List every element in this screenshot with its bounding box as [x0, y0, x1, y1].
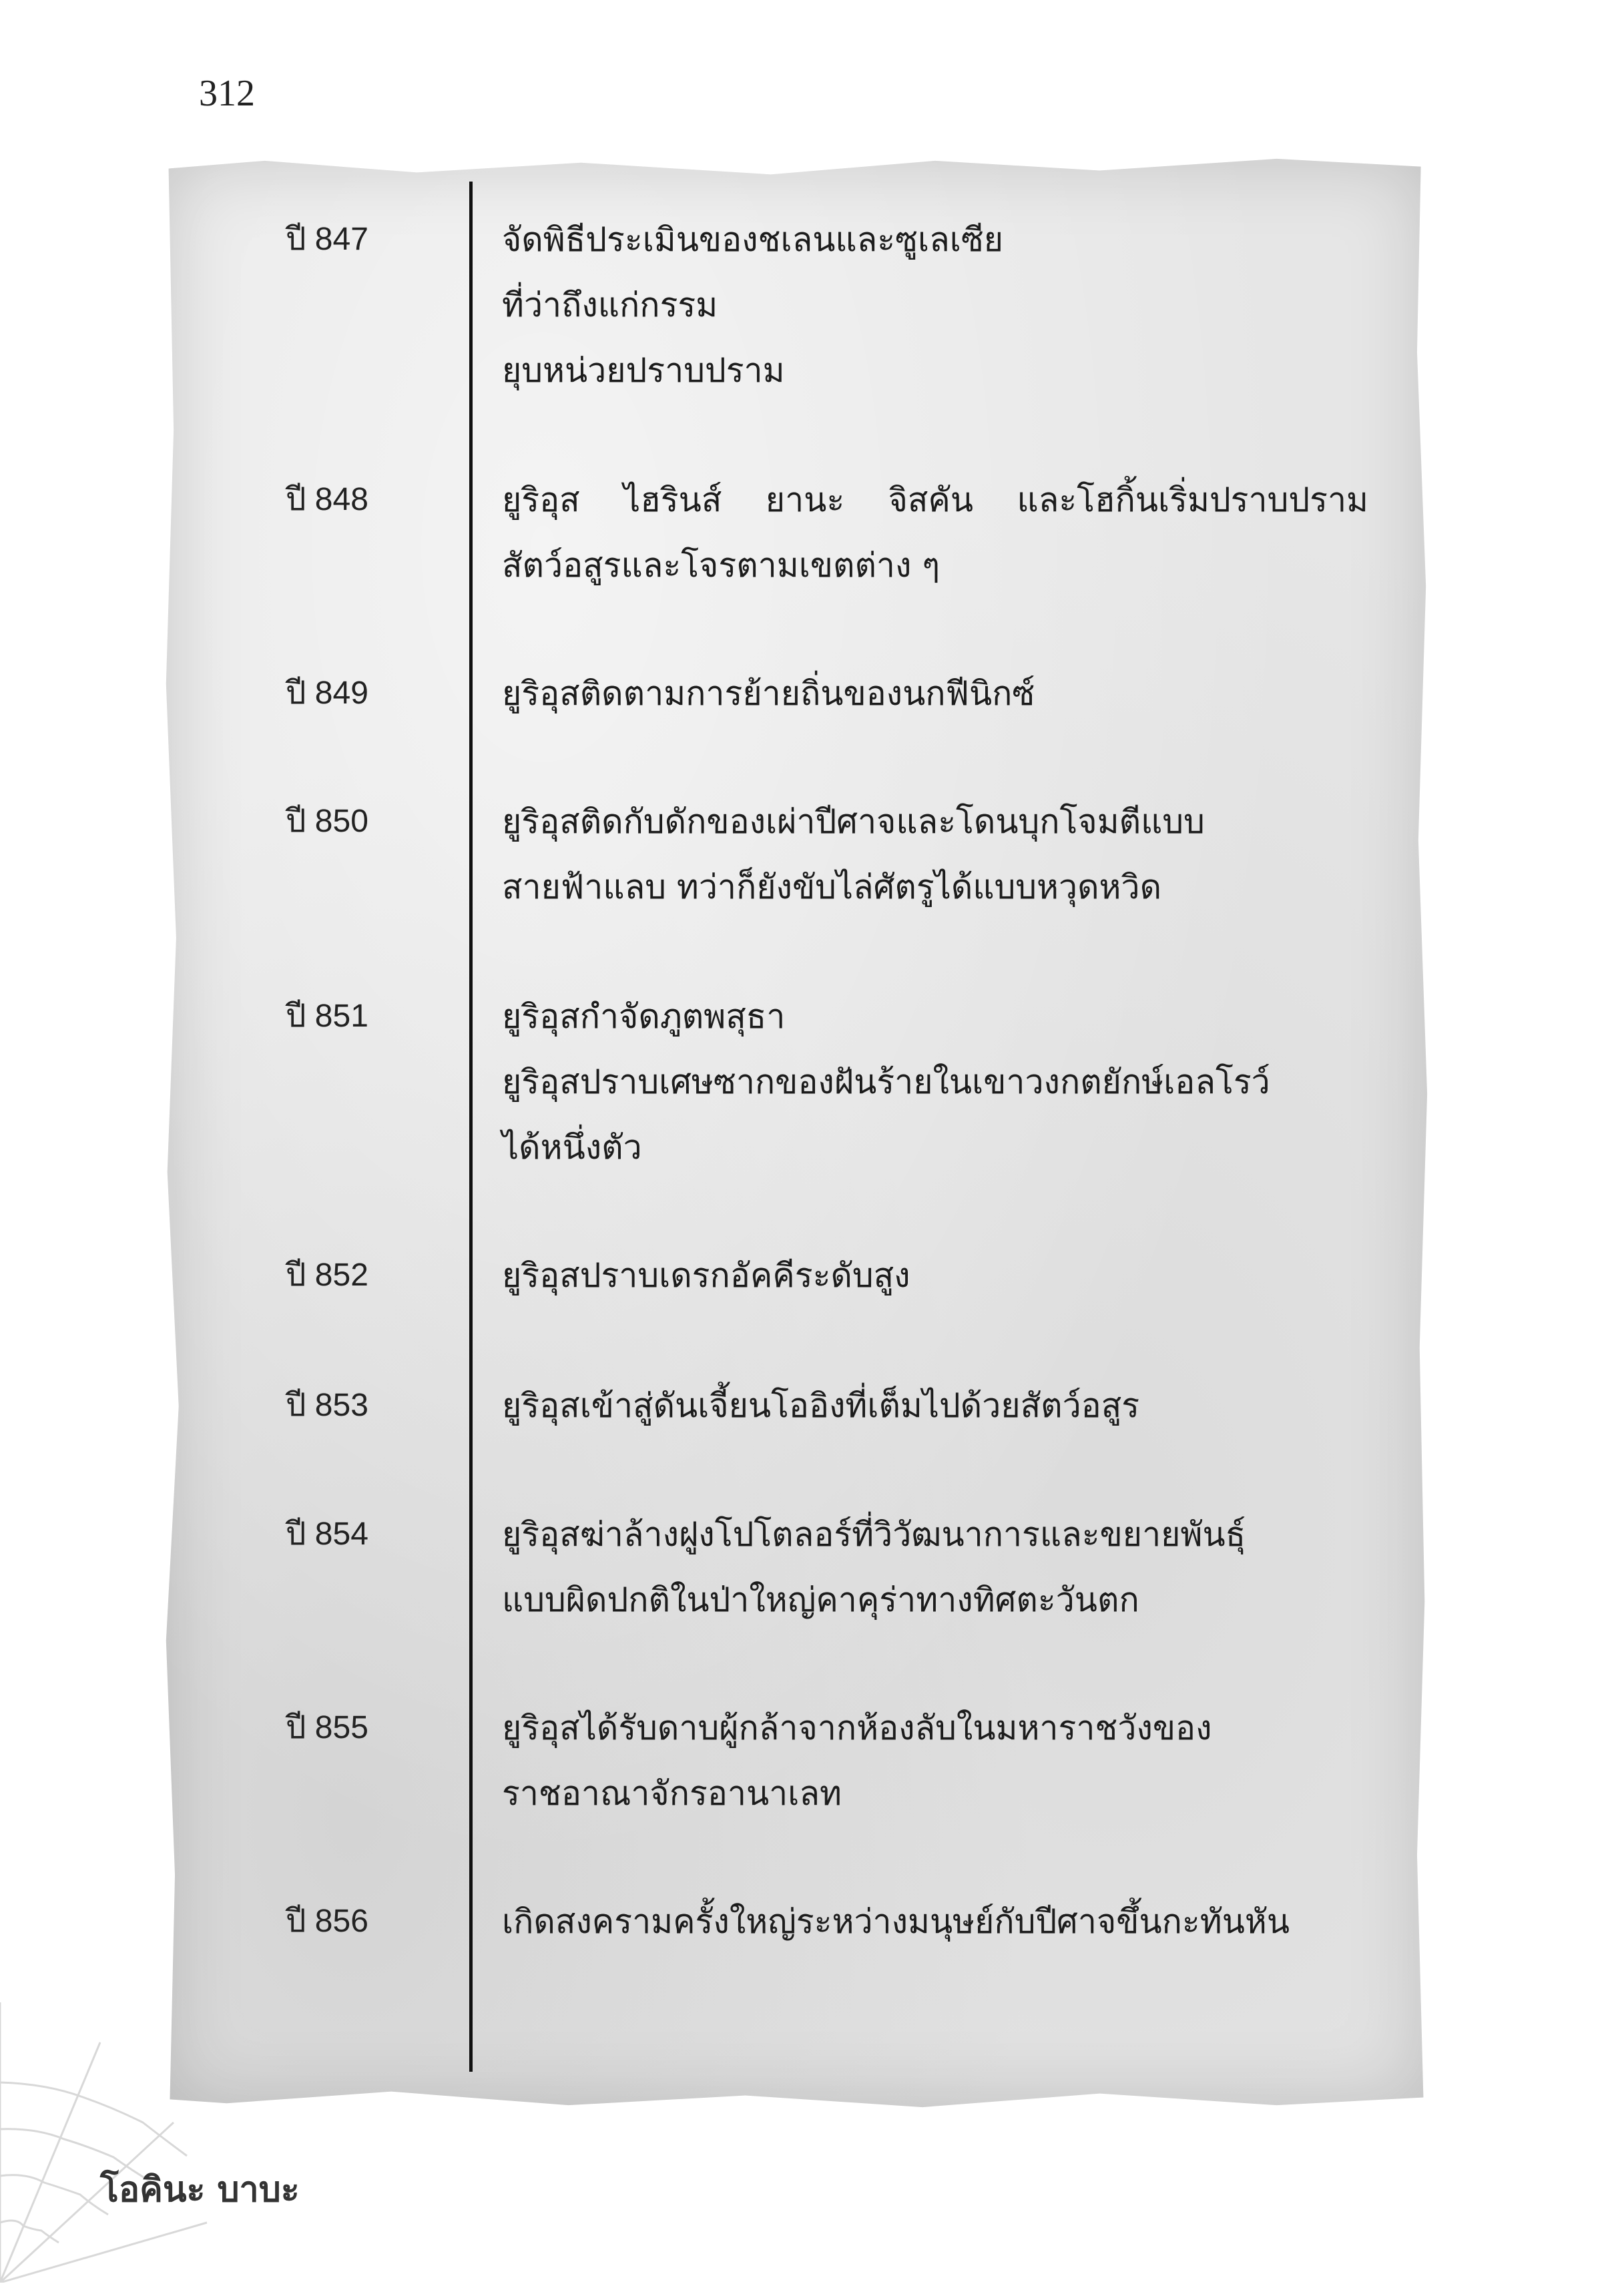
entry-year: ปี 847 — [286, 222, 368, 257]
entry-description — [502, 1695, 1370, 1826]
entry-year: ปี 855 — [286, 1710, 368, 1745]
entry-line: ยูริอุสติดตามการย้ายถิ่นของนกฟีนิกซ์ — [502, 674, 1035, 713]
entry-year: ปี 850 — [286, 804, 368, 839]
book-author-footer: โอคินะ บาบะ — [100, 2170, 300, 2210]
entry-year: ปี 848 — [286, 482, 368, 517]
entry-line: เกิดสงครามครั้งใหญ่ระหว่างมนุษย์กับปีศาจขึ้นกะทันหัน — [502, 1902, 1290, 1941]
entry-year: ปี 852 — [286, 1257, 368, 1293]
entry-line: ยูริอุสปราบเศษซากของฝันร้ายในเขาวงกตยักษ์เอลโรว์ — [502, 1063, 1270, 1101]
entry-description — [502, 1889, 1370, 1954]
entry-line: ยูริอุสเข้าสู่ดันเจี้ยนโออิงที่เต็มไปด้วยสัตว์อสูร — [502, 1386, 1140, 1425]
entry-description — [502, 984, 1370, 1180]
entry-year: ปี 851 — [286, 998, 368, 1034]
entry-line: ยูริอุส ไฮรินส์ ยานะ จิสคัน และโฮกิ้นเริ่มปราบปราม — [502, 481, 1368, 519]
entry-description — [502, 1502, 1370, 1633]
entry-line: ยูริอุสปราบเดรกอัคคีระดับสูง — [502, 1256, 910, 1295]
entry-line: จัดพิธีประเมินของชเลนและซูเลเซีย — [502, 220, 1004, 259]
entry-line: ยูริอุสกำจัดภูตพสุธา — [502, 997, 786, 1036]
entry-description — [502, 1243, 1370, 1308]
entry-year: ปี 856 — [286, 1904, 368, 1939]
entry-line: แบบผิดปกติในป่าใหญ่คาคุร่าทางทิศตะวันตก — [502, 1581, 1139, 1619]
entry-description — [502, 207, 1370, 403]
entry-line: ยูริอุสได้รับดาบผู้กล้าจากห้องลับในมหาราชวังของ — [502, 1709, 1212, 1747]
entry-description — [502, 1373, 1370, 1438]
entry-year: ปี 854 — [286, 1516, 368, 1552]
entry-line: ได้หนึ่งตัว — [502, 1128, 642, 1167]
entry-description — [502, 661, 1370, 726]
entry-line: สายฟ้าแลบ ทว่าก็ยังขับไล่ศัตรูได้แบบหวุดหวิด — [502, 868, 1162, 906]
entry-description — [502, 789, 1370, 920]
timeline-divider — [469, 182, 473, 2072]
cobweb-icon — [0, 2002, 214, 2283]
entry-year: ปี 853 — [286, 1388, 368, 1423]
entry-line: ราชอาณาจักรอานาเลท — [502, 1774, 842, 1813]
entry-line: ยูริอุสฆ่าล้างฝูงโปโตลอร์ที่วิวัฒนาการและขยายพันธุ์ — [502, 1515, 1246, 1554]
entry-line: ยูริอุสติดกับดักของเผ่าปีศาจและโดนบุกโจมตีแบบ — [502, 802, 1205, 841]
entry-line: ยุบหน่วยปราบปราม — [502, 351, 785, 390]
entry-year: ปี 849 — [286, 675, 368, 711]
entry-line: สัตว์อสูรและโจรตามเขตต่าง ๆ — [502, 546, 941, 585]
page-number: 312 — [199, 73, 255, 114]
entry-description — [502, 467, 1370, 598]
entry-line: ที่ว่าถึงแก่กรรม — [502, 286, 718, 324]
